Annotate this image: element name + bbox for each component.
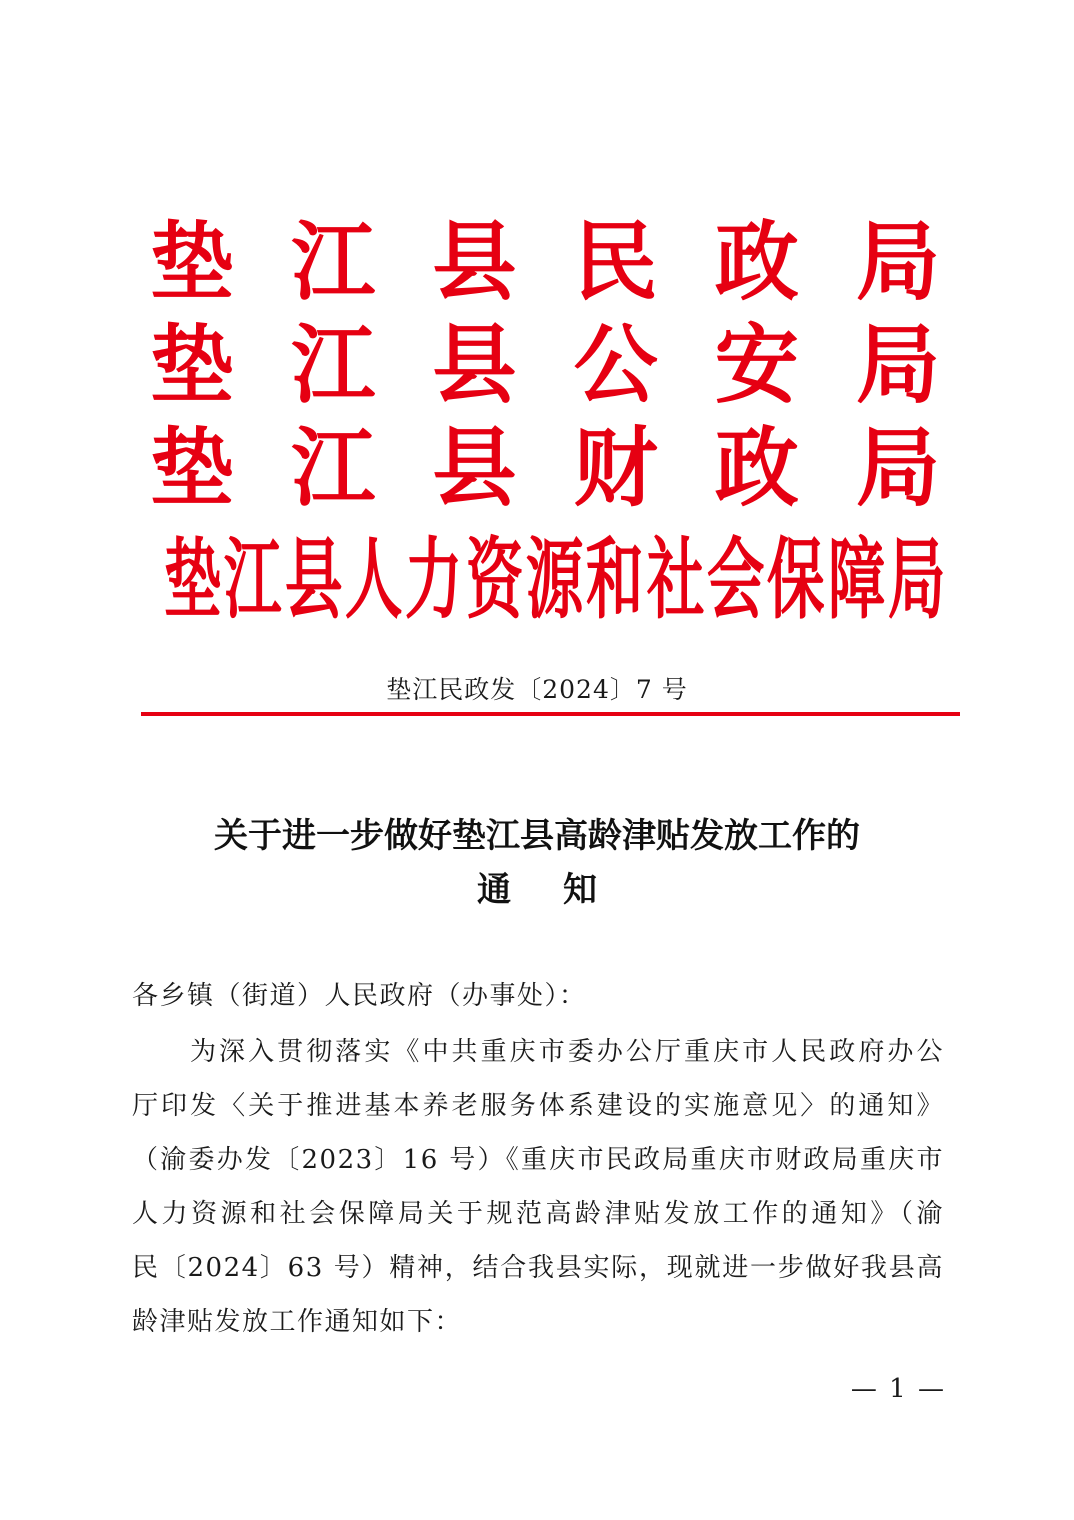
issuer-char: 源 — [525, 527, 584, 631]
issuer-char: 人 — [344, 527, 403, 631]
document-number: 垫江民政发〔2024〕7 号 — [386, 675, 688, 704]
issuer-char: 政 — [714, 210, 799, 312]
body-paragraph — [132, 1025, 944, 1349]
document-title-continued: 通知 — [477, 870, 649, 910]
issuer-char: 民 — [573, 210, 658, 312]
issuer-char: 县 — [432, 313, 517, 415]
body-line: 民〔2024〕63 号）精神，结合我县实际，现就进一步做好我县高 — [132, 1253, 944, 1283]
issuer-public-security — [150, 313, 940, 415]
body-line: 人力资源和社会保障局关于规范高龄津贴发放工作的通知》（渝 — [132, 1199, 944, 1229]
issuer-char: 垫 — [163, 527, 222, 631]
issuer-char: 财 — [573, 416, 658, 518]
issuer-char: 局 — [855, 313, 940, 415]
issuer-char: 县 — [284, 527, 343, 631]
issuer-char: 江 — [291, 210, 376, 312]
issuer-char: 和 — [586, 527, 644, 631]
issuer-char: 社 — [646, 527, 705, 631]
issuer-char: 江 — [291, 313, 376, 415]
issuer-char: 政 — [714, 416, 799, 518]
issuer-char: 障 — [827, 527, 886, 631]
body-line: 龄津贴发放工作通知如下： — [132, 1307, 463, 1337]
addressee: 各乡镇（街道）人民政府（办事处）： — [132, 981, 587, 1011]
issuer-char: 力 — [405, 527, 463, 631]
issuer-char: 江 — [291, 416, 376, 518]
issuer-char: 资 — [465, 527, 524, 631]
issuer-char: 局 — [887, 527, 946, 631]
issuer-char: 垫 — [150, 210, 235, 312]
issuer-char: 县 — [432, 416, 517, 518]
body-line: （渝委办发〔2023〕16 号）《重庆市民政局重庆市财政局重庆市 — [132, 1145, 944, 1175]
issuer-char: 局 — [855, 210, 940, 312]
issuer-char: 公 — [573, 313, 658, 415]
page-number: — 1 — — [850, 1374, 946, 1404]
issuer-char: 江 — [224, 527, 282, 631]
issuer-human-resources — [156, 527, 946, 636]
issuer-char: 保 — [767, 527, 825, 631]
issuer-civil-affairs — [150, 210, 940, 312]
issuer-char: 县 — [432, 210, 517, 312]
issuer-char: 垫 — [150, 416, 235, 518]
body-line: 为深入贯彻落实《中共重庆市委办公厅重庆市人民政府办公 — [190, 1037, 944, 1067]
issuer-char: 安 — [714, 313, 799, 415]
issuer-char: 局 — [855, 416, 940, 518]
issuer-char: 会 — [706, 527, 765, 631]
issuer-char: 垫 — [150, 313, 235, 415]
red-divider — [141, 712, 960, 716]
body-line: 厅印发〈关于推进基本养老服务体系建设的实施意见〉的通知》 — [132, 1091, 944, 1121]
document-title: 关于进一步做好垫江县高龄津贴发放工作的 — [214, 816, 860, 856]
issuer-finance — [150, 416, 940, 518]
